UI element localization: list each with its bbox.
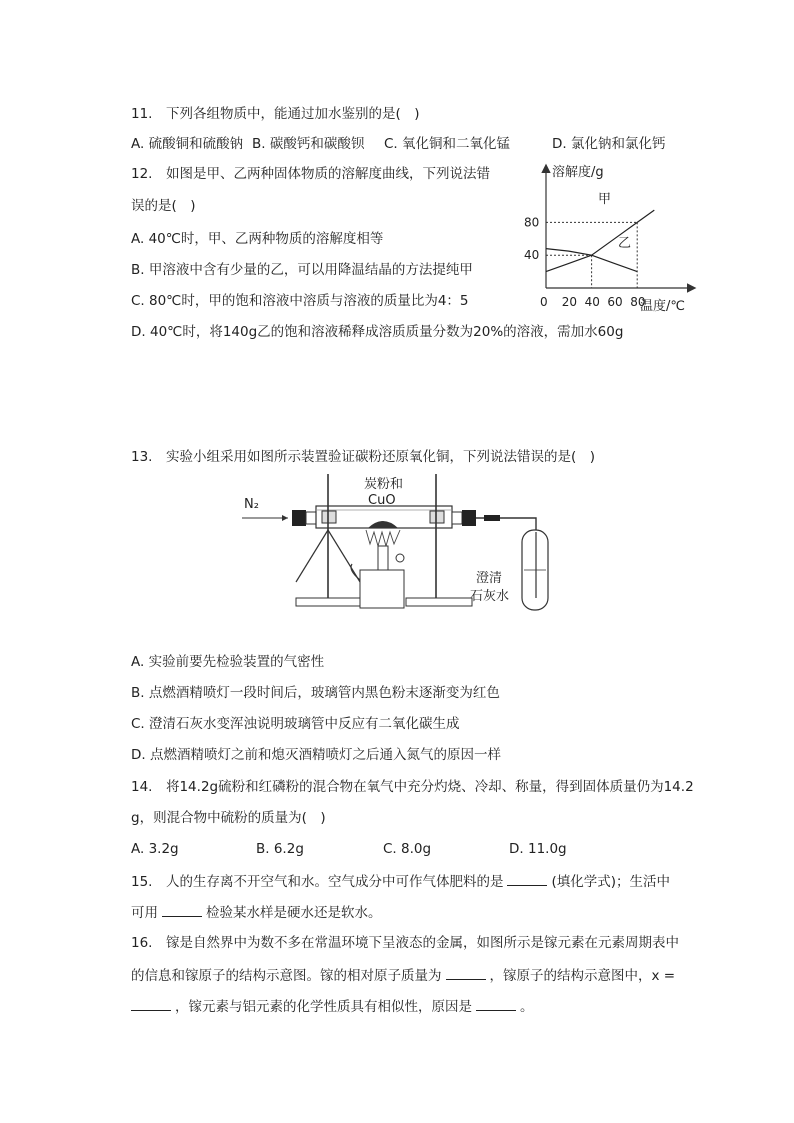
left-stand-arm2 — [328, 530, 360, 582]
chart-x-label: 温度/℃ — [640, 299, 685, 314]
right-clamp — [430, 511, 444, 523]
q16-blank-2[interactable] — [131, 996, 171, 1011]
q16-line2 — [131, 965, 675, 986]
right-stopper — [462, 510, 476, 526]
series-label-jia: 甲 — [598, 192, 612, 207]
q13-option-a: A. 实验前要先检验装置的气密性 — [131, 654, 325, 670]
burner-neck — [378, 546, 388, 570]
q15-text-4: 检验某水样是硬水还是软水。 — [206, 905, 382, 921]
left-stopper — [292, 510, 306, 526]
x-tick-label: 20 — [561, 295, 578, 309]
solubility-chart — [518, 160, 700, 315]
q12-stem-line1: 12. 如图是甲、乙两种固体物质的溶解度曲线，下列说法错 — [131, 166, 490, 182]
q16-text-2b: ，镓原子的结构示意图中，x = — [489, 968, 676, 984]
q14-option-c: C. 8.0g — [383, 841, 432, 857]
q16-line3 — [131, 996, 534, 1017]
q13-stem: 13. 实验小组采用如图所示装置验证碳粉还原氧化铜，下列说法错误的是( ) — [131, 449, 596, 465]
right-stand-base — [406, 598, 472, 606]
y-tick-label: 40 — [524, 248, 540, 263]
q15-line1 — [131, 871, 670, 892]
limewater-label-line1: 澄清 — [476, 571, 503, 586]
q11-option-a: A. 硫酸铜和硫酸钠 — [131, 136, 244, 152]
q16-text-3b: 。 — [520, 999, 534, 1015]
left-clamp — [322, 511, 336, 523]
q15-blank-2[interactable] — [162, 902, 202, 917]
sample-label-line2: CuO — [368, 493, 396, 508]
burner-flame — [366, 530, 400, 546]
q14-stem-line1: 14. 将14.2g硫粉和红磷粉的混合物在氧气中充分灼烧、冷却、称量，得到固体质量仍为14.2 — [131, 779, 694, 795]
y-tick-label: 80 — [524, 215, 540, 230]
q14-option-d: D. 11.0g — [509, 841, 567, 857]
x-tick-label: 60 — [607, 295, 623, 309]
q16-blank-1[interactable] — [446, 965, 486, 980]
chart-origin: 0 — [540, 295, 548, 309]
gas-arrow-head — [282, 515, 288, 521]
q16-line1: 16. 镓是自然界中为数不多在常温环境下呈液态的金属，如图所示是镓元素在元素周期表中 — [131, 935, 679, 951]
q16-blank-3[interactable] — [476, 996, 516, 1011]
apparatus-figure — [240, 470, 560, 615]
q12-option-d: D. 40℃时，将140g乙的饱和溶液稀释成溶质质量分数为20%的溶液，需加水60g — [131, 324, 624, 340]
q14-stem-line2: g，则混合物中硫粉的质量为( ) — [131, 810, 326, 826]
left-stand-base — [296, 598, 362, 606]
q15-text-2: (填化学式)；生活中 — [551, 874, 671, 890]
q11-option-d: D. 氯化钠和氯化钙 — [552, 136, 666, 152]
gas-label: N₂ — [244, 497, 259, 512]
right-connector — [452, 512, 462, 524]
q15-text-1: 15. 人的生存离不开空气和水。空气成分中可作气体肥料的是 — [131, 874, 504, 890]
outlet-joint — [484, 515, 500, 521]
x-tick-label: 80 — [630, 295, 646, 309]
q13-option-b: B. 点燃酒精喷灯一段时间后，玻璃管内黑色粉末逐渐变为红色 — [131, 685, 500, 701]
sample-label-line1: 炭粉和 — [364, 477, 404, 492]
q13-option-d: D. 点燃酒精喷灯之前和熄灭酒精喷灯之后通入氮气的原因一样 — [131, 747, 501, 763]
series-label-yi: 乙 — [618, 236, 632, 251]
q11-option-c: C. 氧化铜和二氧化锰 — [384, 136, 511, 152]
burner-handle — [351, 564, 360, 580]
q16-text-3a: ，镓元素与铝元素的化学性质具有相似性，原因是 — [175, 999, 472, 1015]
curve-jia — [546, 210, 654, 272]
q12-option-a: A. 40℃时，甲、乙两种物质的溶解度相等 — [131, 231, 384, 247]
q16-text-2a: 的信息和镓原子的结构示意图。镓的相对原子质量为 — [131, 968, 442, 984]
x-tick-label: 40 — [584, 295, 600, 309]
left-connector — [306, 512, 316, 524]
q13-option-c: C. 澄清石灰水变浑浊说明玻璃管中反应有二氧化碳生成 — [131, 716, 460, 732]
q12-stem-line2: 误的是( ) — [131, 198, 196, 214]
q11-stem: 11. 下列各组物质中，能通过加水鉴别的是( ) — [131, 106, 420, 122]
chart-y-label: 溶解度/g — [552, 165, 604, 180]
q12-option-c: C. 80℃时，甲的饱和溶液中溶质与溶液的质量比为4：5 — [131, 293, 469, 309]
limewater-label-line2: 石灰水 — [470, 589, 510, 604]
q11-option-b: B. 碳酸钙和碳酸钡 — [252, 136, 365, 152]
burner-valve — [396, 554, 404, 562]
q14-option-a: A. 3.2g — [131, 841, 179, 857]
left-stand-arm — [296, 530, 328, 582]
burner-body — [360, 570, 404, 608]
q15-line2 — [131, 902, 382, 923]
q15-text-3: 可用 — [131, 905, 158, 921]
q15-blank-1[interactable] — [507, 871, 547, 886]
q12-option-b: B. 甲溶液中含有少量的乙，可以用降温结晶的方法提纯甲 — [131, 262, 473, 278]
q14-option-b: B. 6.2g — [256, 841, 304, 857]
